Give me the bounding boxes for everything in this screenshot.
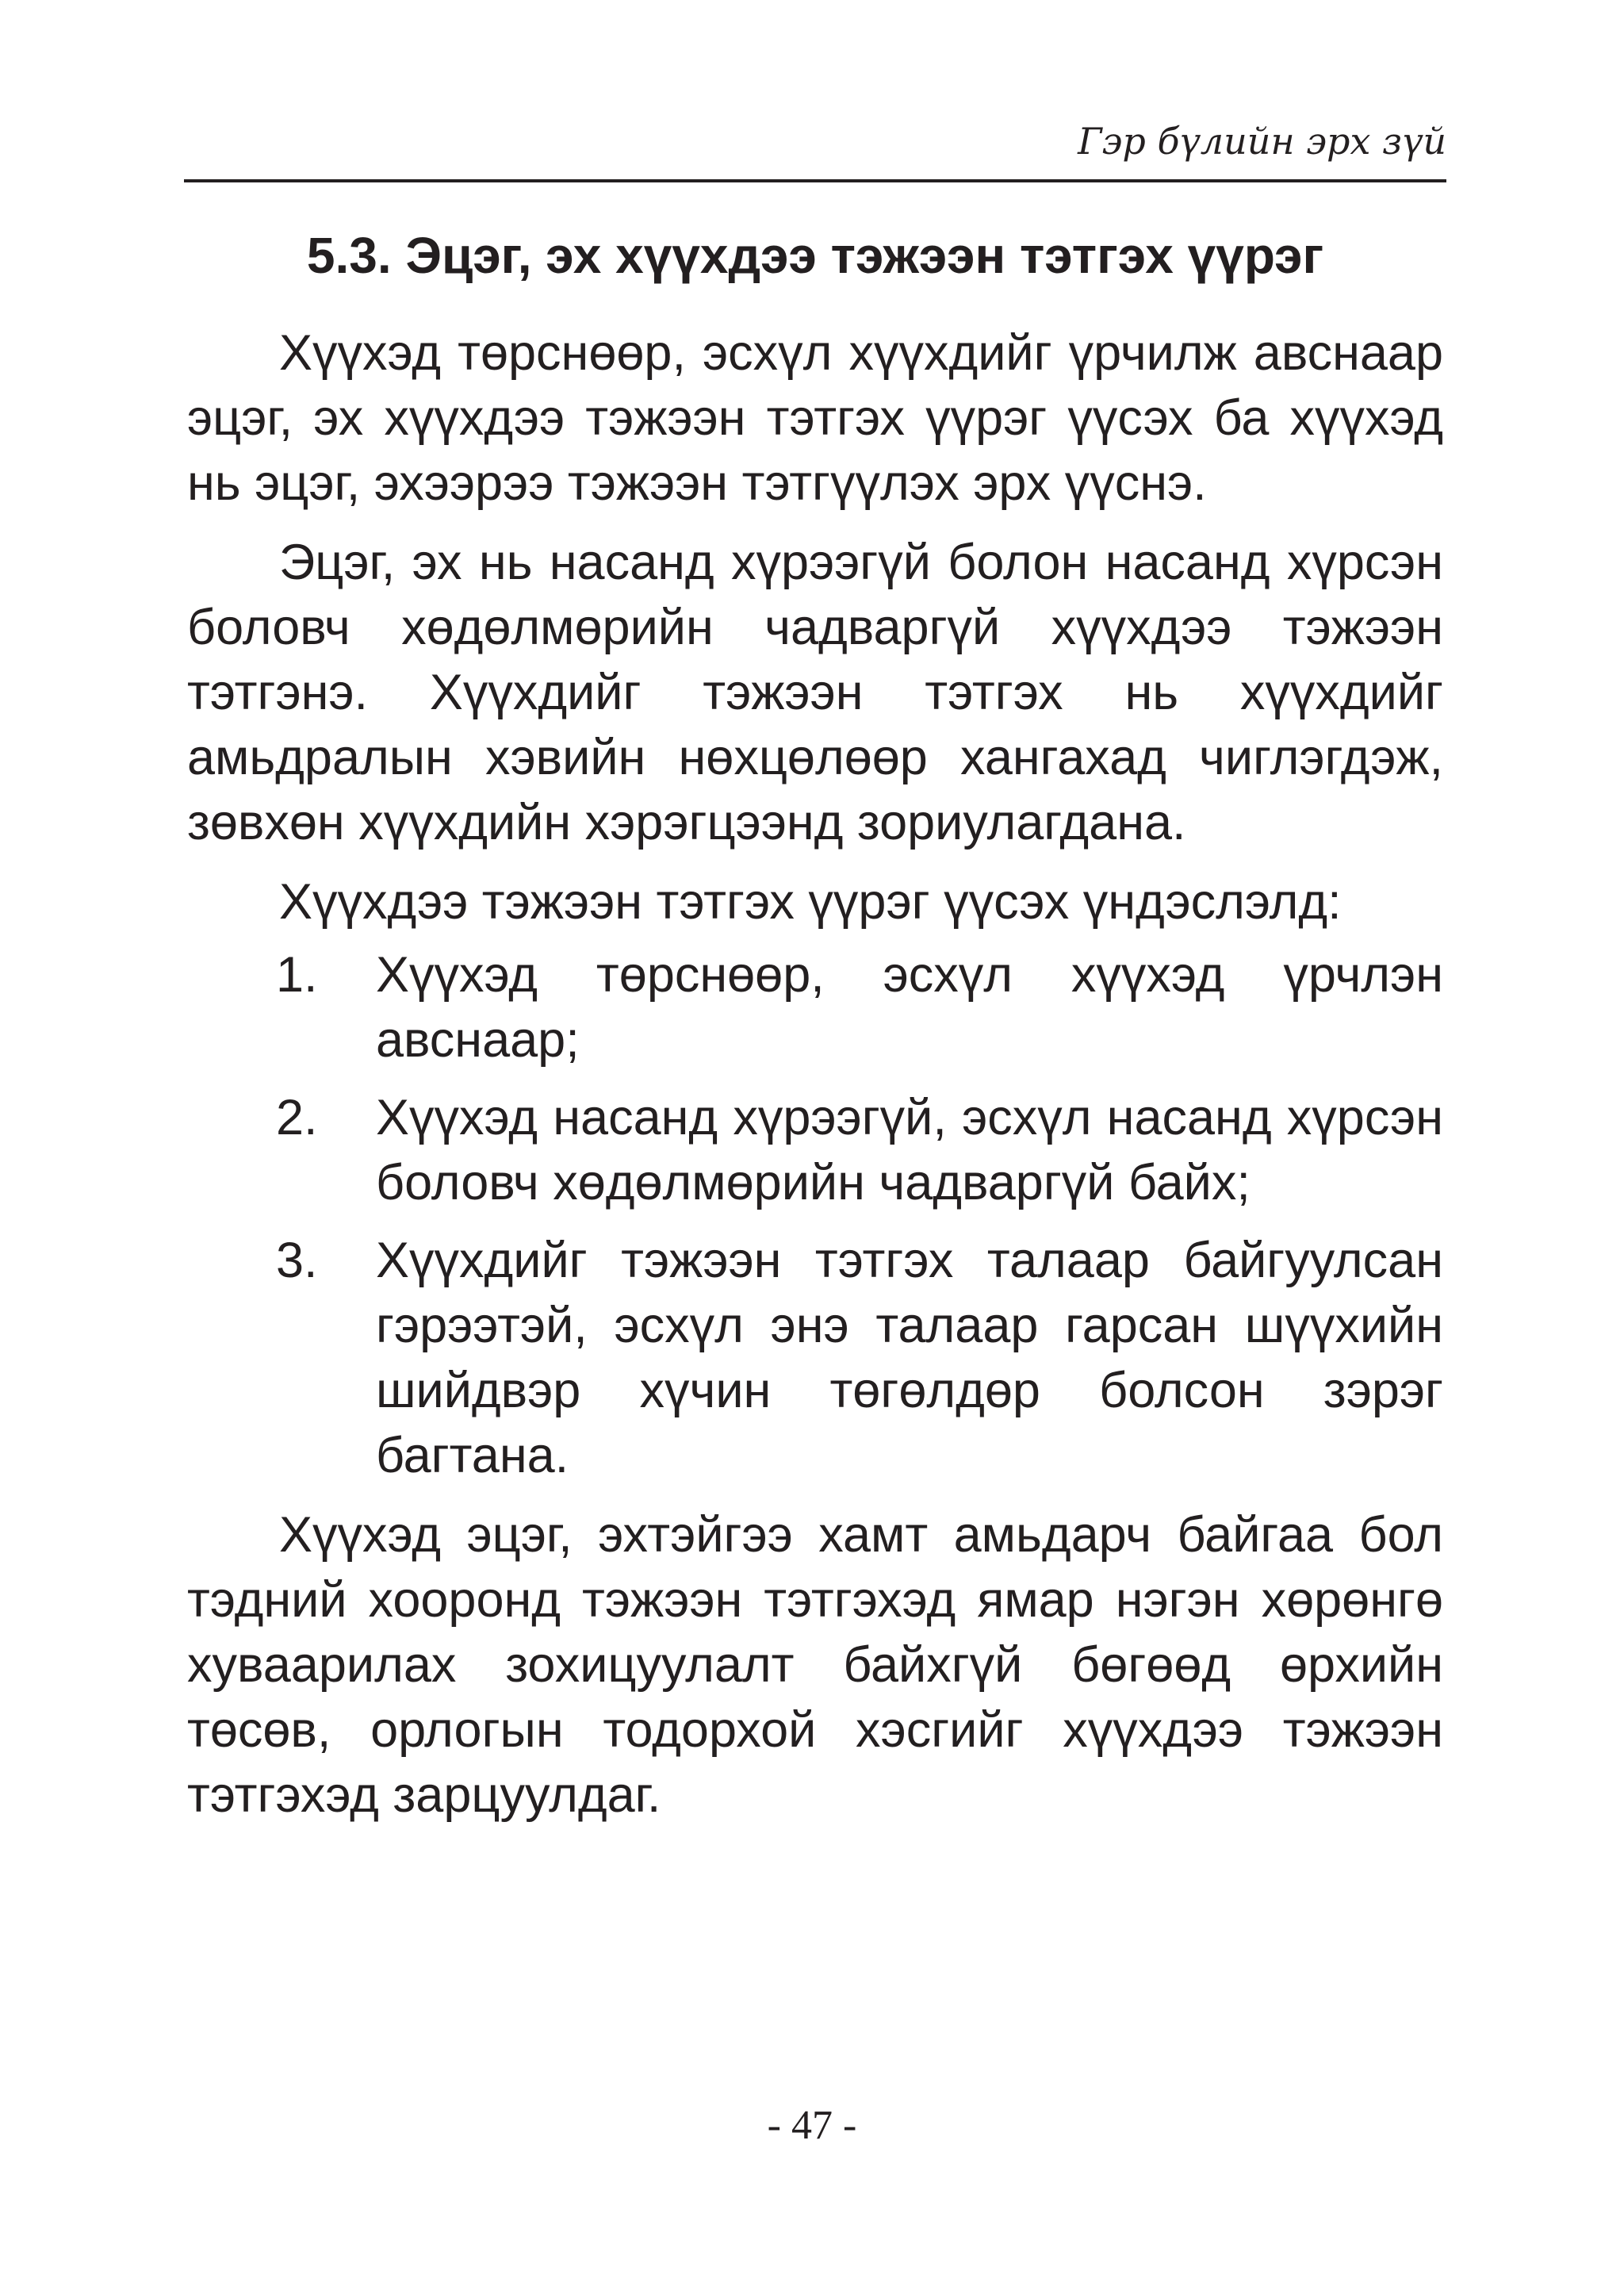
header-rule (184, 179, 1446, 182)
paragraph: Эцэг, эх нь насанд хүрээгүй болон насанд хүрсэн боловч хөдөлмөрийн чадваргүй хүүхдээ тэжээн тэтгэнэ. Хүүхдийг тэжээн тэтгэх нь хүүхдийг амьдралын хэвийн нөхцөлөөр хангахад чиглэгдэж, зөвхөн хүүхдийн хэрэгцээнд зориулагдана. (187, 535, 1443, 850)
body-text (187, 320, 1443, 1842)
list-intro: Хүүхдээ тэжээн тэтгэх үүрэг үүсэх үндэслэлд: (279, 874, 1342, 930)
section-title: 5.3. Эцэг, эх хүүхдээ тэжээн тэтгэх үүрэг (306, 227, 1324, 284)
paragraph: Хүүхэд төрснөөр, эсхүл хүүхдийг үрчилж авснаар эцэг, эх хүүхдээ тэжээн тэтгэх үүрэг үүсэх ба хүүхэд нь эцэг, эхээрээ тэжээн тэтгүүлэх эрх үүснэ. (187, 325, 1443, 511)
list-item-text: Хүүхдийг тэжээн тэтгэх талаар байгуулсан гэрээтэй, эсхүл энэ талаар гарсан шүүхийн шийдвэр хүчин төгөлдөр болсон зэрэг багтана. (376, 1233, 1443, 1483)
list-number: 2. (276, 1090, 318, 1145)
list-number: 3. (276, 1233, 318, 1288)
grounds-list (187, 942, 1443, 1488)
list-item (187, 1085, 1443, 1215)
list-item-text: Хүүхэд насанд хүрээгүй, эсхүл насанд хүрсэн боловч хөдөлмөрийн чадваргүй байх; (376, 1090, 1443, 1210)
page-number: - 47 - (767, 2103, 857, 2148)
list-item (187, 1228, 1443, 1488)
list-number: 1. (276, 947, 318, 1003)
paragraph: Хүүхэд эцэг, эхтэйгээ хамт амьдарч байгаа бол тэдний хооронд тэжээн тэтгэхэд ямар нэгэн хөрөнгө хуваарилах зохицуулалт байхгүй бөгөөд өрхийн төсөв, орлогын тодорхой хэсгийг хүүхдээ тэжээн тэтгэхэд зарцуулдаг. (187, 1507, 1443, 1823)
running-header: Гэр бүлийн эрх зүй (1078, 120, 1446, 163)
list-item-text: Хүүхэд төрснөөр, эсхүл хүүхэд үрчлэн авснаар; (376, 947, 1443, 1068)
list-item (187, 942, 1443, 1072)
